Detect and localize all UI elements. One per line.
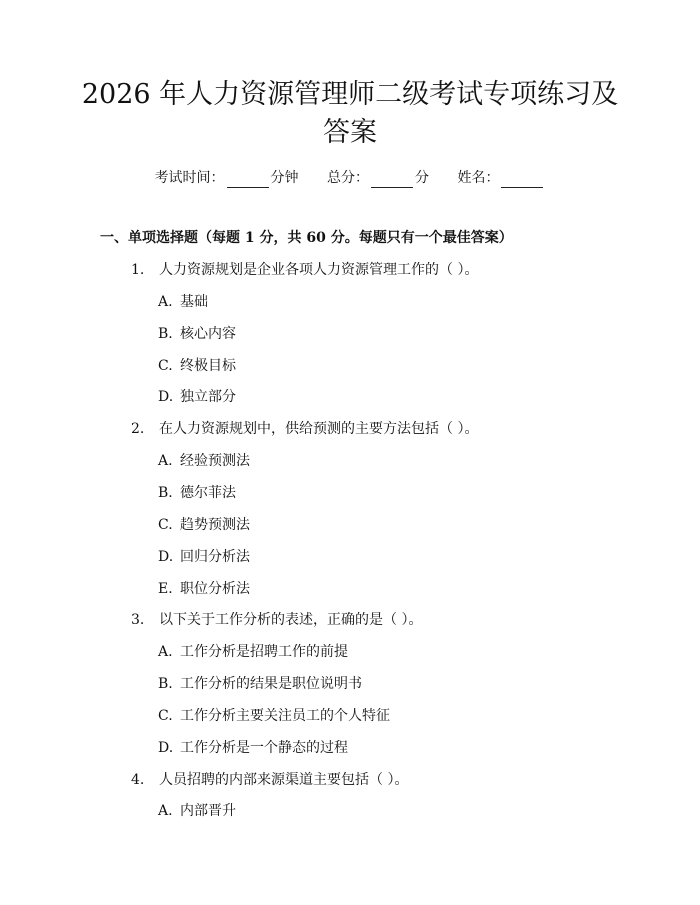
option-text: 基础 xyxy=(180,294,208,310)
score-blank[interactable] xyxy=(371,173,413,188)
exam-time-label: 考试时间： xyxy=(154,170,225,186)
option-letter: C. xyxy=(158,708,173,724)
exam-meta xyxy=(0,168,700,188)
score-field xyxy=(327,168,429,188)
option-text: 回归分析法 xyxy=(180,549,250,565)
option-letter: D. xyxy=(158,740,174,756)
option-3a[interactable] xyxy=(158,642,348,662)
question-text: 人员招聘的内部来源渠道主要包括（ ）。 xyxy=(159,772,409,788)
question-number: 4. xyxy=(131,772,145,788)
option-text: 核心内容 xyxy=(180,326,236,342)
option-letter: E. xyxy=(158,581,173,597)
name-blank[interactable] xyxy=(501,173,543,188)
option-text: 工作分析是一个静态的过程 xyxy=(180,740,348,756)
option-text: 工作分析的结果是职位说明书 xyxy=(180,676,362,692)
option-1a[interactable] xyxy=(158,292,208,312)
question-number: 3. xyxy=(131,612,145,628)
option-letter: B. xyxy=(158,485,173,501)
option-letter: D. xyxy=(158,549,174,565)
option-3c[interactable] xyxy=(158,706,390,726)
score-label: 总分： xyxy=(327,170,369,186)
exam-time-blank[interactable] xyxy=(227,173,269,188)
option-letter: A. xyxy=(158,453,173,469)
option-letter: D. xyxy=(158,389,174,405)
score-unit: 分 xyxy=(415,170,429,186)
option-letter: A. xyxy=(158,803,173,819)
option-2c[interactable] xyxy=(158,515,250,535)
title-line-2: 答案 xyxy=(323,117,377,148)
question-3 xyxy=(131,610,422,630)
option-1d[interactable] xyxy=(158,387,236,407)
option-letter: B. xyxy=(158,676,173,692)
option-3d[interactable] xyxy=(158,738,348,758)
question-text: 以下关于工作分析的表述，正确的是（ ）。 xyxy=(159,612,423,628)
option-text: 德尔菲法 xyxy=(180,485,236,501)
option-4a[interactable] xyxy=(158,801,236,821)
question-text: 人力资源规划是企业各项人力资源管理工作的（ ）。 xyxy=(159,262,479,278)
option-text: 工作分析是招聘工作的前提 xyxy=(180,644,348,660)
option-2b[interactable] xyxy=(158,483,236,503)
option-2d[interactable] xyxy=(158,547,250,567)
question-1 xyxy=(131,260,478,280)
option-2a[interactable] xyxy=(158,451,250,471)
option-letter: A. xyxy=(158,294,173,310)
name-field xyxy=(457,168,545,188)
question-number: 2. xyxy=(131,421,145,437)
option-letter: C. xyxy=(158,358,173,374)
page-title xyxy=(60,76,640,152)
exam-time-field xyxy=(155,168,299,188)
option-text: 终极目标 xyxy=(180,358,236,374)
question-4 xyxy=(131,770,408,790)
option-text: 经验预测法 xyxy=(180,453,250,469)
option-text: 趋势预测法 xyxy=(180,517,250,533)
option-2e[interactable] xyxy=(158,579,250,599)
name-label: 姓名： xyxy=(457,170,500,186)
option-text: 内部晋升 xyxy=(180,803,236,819)
option-3b[interactable] xyxy=(158,674,362,694)
option-1b[interactable] xyxy=(158,324,236,344)
option-letter: B. xyxy=(158,326,173,342)
option-text: 职位分析法 xyxy=(180,581,250,597)
option-text: 独立部分 xyxy=(180,389,236,405)
question-number: 1. xyxy=(131,262,145,278)
question-2 xyxy=(131,419,478,439)
option-letter: A. xyxy=(158,644,173,660)
option-1c[interactable] xyxy=(158,356,236,376)
section-heading: 一、单项选择题（每题 1 分，共 60 分。每题只有一个最佳答案） xyxy=(100,230,513,246)
title-line-1: 2026 年人力资源管理师二级考试专项练习及 xyxy=(81,79,619,110)
option-text: 工作分析主要关注员工的个人特征 xyxy=(180,708,390,724)
question-text: 在人力资源规划中，供给预测的主要方法包括（ ）。 xyxy=(159,421,479,437)
exam-time-unit: 分钟 xyxy=(270,170,299,186)
option-letter: C. xyxy=(158,517,173,533)
